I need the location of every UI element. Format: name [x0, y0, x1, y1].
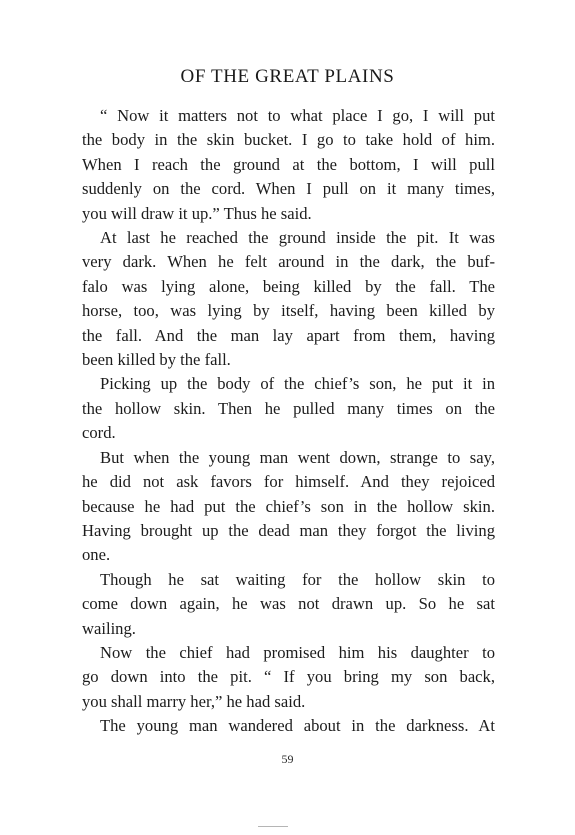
paragraph: [82, 446, 495, 568]
text-line: wailing.: [82, 618, 136, 638]
text-line: been killed by the fall.: [82, 350, 231, 370]
text-line: one.: [82, 545, 111, 565]
page-number: 59: [281, 752, 294, 766]
text-line: Though he sat waiting for the hollow skin to: [100, 569, 495, 589]
paragraph: [82, 568, 495, 641]
text-line: you shall marry her,” he had said.: [82, 691, 306, 711]
text-line: But when the young man went down, strange to say,: [100, 447, 495, 467]
paragraph: [82, 104, 495, 226]
text-line: The young man wandered about in the darkness. At: [100, 716, 495, 736]
text-line: “ Now it matters not to what place I go, I will put: [100, 106, 495, 125]
text-line: come down again, he was not drawn up. So he sat: [82, 594, 495, 614]
text-line: When I reach the ground at the bottom, I will pull: [82, 154, 495, 174]
text-line: because he had put the chief’s son in the hollow skin.: [82, 496, 495, 516]
body-text: [82, 104, 495, 739]
running-head: OF THE GREAT PLAINS: [180, 66, 395, 87]
text-line: Having brought up the dead man they forgot the living: [82, 520, 495, 540]
paragraph: [82, 714, 495, 738]
text-line: the fall. And the man lay apart from them, having: [82, 325, 495, 345]
text-line: cord.: [82, 423, 116, 443]
text-line: he did not ask favors for himself. And they rejoiced: [82, 472, 495, 492]
text-line: very dark. When he felt around in the dark, the buf-: [82, 252, 495, 272]
bottom-rule: [258, 826, 288, 827]
text-line: you will draw it up.” Thus he said.: [82, 203, 312, 223]
text-line: horse, too, was lying by itself, having been killed by: [82, 301, 495, 321]
paragraph: [82, 372, 495, 445]
paragraph: [82, 226, 495, 372]
text-line: falo was lying alone, being killed by the fall. The: [82, 276, 495, 296]
paragraph: [82, 641, 495, 714]
text-line: go down into the pit. “ If you bring my son back,: [82, 667, 495, 687]
text-line: Now the chief had promised him his daughter to: [100, 642, 495, 662]
text-line: the hollow skin. Then he pulled many times on the: [82, 398, 495, 418]
text-line: Picking up the body of the chief’s son, he put it in: [100, 374, 495, 394]
text-line: the body in the skin bucket. I go to take hold of him.: [82, 130, 495, 150]
text-line: suddenly on the cord. When I pull on it many times,: [82, 179, 495, 199]
text-line: At last he reached the ground inside the pit. It was: [100, 228, 495, 248]
